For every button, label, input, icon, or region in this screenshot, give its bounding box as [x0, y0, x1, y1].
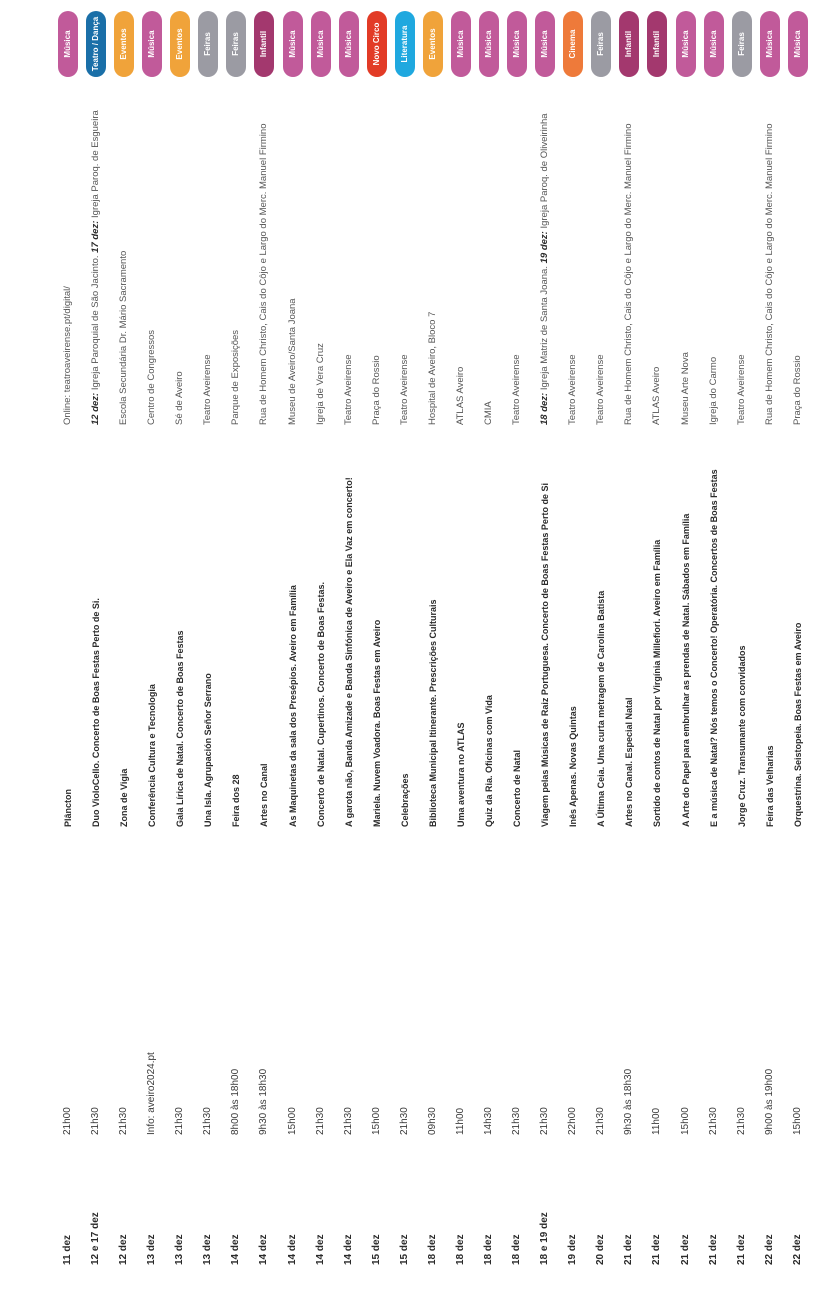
event-time: 21h30	[735, 1107, 747, 1135]
event-date: 22 dez	[791, 1234, 803, 1265]
category-badge[interactable]: Música	[311, 11, 331, 77]
category-badge[interactable]: Música	[451, 11, 471, 77]
event-venue: Teatro Aveirense	[398, 354, 410, 425]
event-time: 14h30	[483, 1107, 495, 1135]
event-date: 18 dez	[426, 1234, 438, 1265]
event-date: 21 dez	[679, 1234, 691, 1265]
category-badge[interactable]: Música	[704, 11, 724, 77]
event-time: 21h00	[62, 1107, 73, 1135]
category-badge[interactable]: Feiras	[732, 11, 752, 77]
event-venue: Rua de Homem Christo, Cais do Côjo e Largo do Merc. Manuel Firmino	[763, 123, 775, 425]
category-badge[interactable]: Música	[479, 11, 499, 77]
event-row	[475, 0, 503, 1305]
event-time: 21h30	[90, 1107, 102, 1135]
event-date: 19 dez	[567, 1234, 579, 1265]
event-venue: Igreja do Carmo	[707, 356, 719, 425]
category-badge[interactable]: Eventos	[423, 11, 443, 77]
event-row	[279, 0, 307, 1305]
event-title[interactable]: Concerto de Natal. Cupertinos. Concerto de Boas Festas.	[315, 581, 326, 827]
event-row	[82, 0, 110, 1305]
category-badge[interactable]: Música	[58, 11, 78, 77]
event-row	[447, 0, 475, 1305]
event-time: 11h00	[651, 1107, 663, 1135]
event-title[interactable]: Quiz da Ria. Oficinas com Vida	[484, 695, 495, 827]
event-time: Info: aveiro2024.pt	[146, 1052, 158, 1135]
event-row	[700, 0, 728, 1305]
event-venue: Centro de Congressos	[146, 329, 158, 425]
event-time: 9h00 às 19h00	[763, 1068, 775, 1135]
event-date: 18 dez	[483, 1234, 495, 1265]
event-date: 12 dez	[118, 1234, 130, 1265]
venue-text: Igreja Paroquial de São Jacinto.	[90, 252, 102, 393]
event-row	[307, 0, 335, 1305]
event-title[interactable]: Viagem pelas Músicas de Raiz Portuguesa. Concerto de Boas Festas Perto de Si	[540, 483, 551, 827]
event-title[interactable]: Artes no Canal	[259, 763, 270, 827]
event-title[interactable]: Jorge Cruz. Transumante com convidados	[736, 645, 747, 827]
event-title[interactable]: Sortido de contos de Natal por Virgínia Millefiori. Aveiro em Família	[652, 539, 663, 827]
event-time: 15h00	[791, 1107, 803, 1135]
category-badge[interactable]: Música	[339, 11, 359, 77]
event-venue: Praça do Rossio	[791, 355, 803, 425]
event-date: 14 dez	[286, 1234, 298, 1265]
event-row	[756, 0, 784, 1305]
category-badge[interactable]: Música	[283, 11, 303, 77]
event-venue: ATLAS Aveiro	[651, 366, 663, 425]
venue-date-prefix: 17 dez:	[90, 220, 102, 253]
event-title[interactable]: Gala Lírica de Natal. Concerto de Boas Festas	[175, 630, 186, 827]
event-title[interactable]: A Arte do Papel para embrulhar as prendas de Natal. Sábados em Família	[680, 513, 691, 827]
category-badge[interactable]: Feiras	[226, 11, 246, 77]
event-time: 21h30	[707, 1107, 719, 1135]
event-date: 21 dez	[735, 1234, 747, 1265]
category-badge[interactable]: Feiras	[198, 11, 218, 77]
event-row	[784, 0, 812, 1305]
event-title[interactable]: A Última Ceia. Uma curta metragem de Carolina Batista	[596, 590, 607, 827]
event-time: 21h30	[539, 1107, 551, 1135]
event-row	[138, 0, 166, 1305]
event-time: 22h00	[567, 1107, 579, 1135]
event-title[interactable]: Celebrações	[399, 773, 410, 827]
event-date: 18 dez	[511, 1234, 523, 1265]
event-venue: Teatro Aveirense	[567, 354, 579, 425]
event-time: 9h30 às 18h30	[258, 1068, 270, 1135]
event-row	[166, 0, 194, 1305]
event-row	[391, 0, 419, 1305]
event-date: 13 dez	[202, 1234, 214, 1265]
event-date: 14 dez	[258, 1234, 270, 1265]
event-time: 21h30	[342, 1107, 354, 1135]
category-badge[interactable]: Música	[507, 11, 527, 77]
event-row	[335, 0, 363, 1305]
event-venue: Hospital de Aveiro, Bloco 7	[426, 311, 438, 425]
event-row	[363, 0, 391, 1305]
category-badge[interactable]: Música	[760, 11, 780, 77]
event-venue: Museu Arte Nova	[679, 352, 691, 425]
event-date: 18 dez	[454, 1234, 466, 1265]
event-title[interactable]: Concerto de Natal	[512, 749, 523, 827]
venue-text: Igreja Paroq. de Esgueira	[90, 110, 102, 221]
event-time: 11h00	[454, 1107, 466, 1135]
event-title[interactable]: E a música de Natal? Nós temos o Concerto! Operatória. Concertos de Boas Festas	[708, 469, 719, 827]
event-date: 14 dez	[314, 1234, 326, 1265]
event-row	[672, 0, 700, 1305]
venue-date-prefix: 12 dez:	[90, 392, 102, 425]
event-venue: Teatro Aveirense	[342, 354, 354, 425]
event-venue: Teatro Aveirense	[735, 354, 747, 425]
event-row	[531, 0, 559, 1305]
event-time: 21h30	[314, 1107, 326, 1135]
event-date: 15 dez	[370, 1234, 382, 1265]
event-date: 11 dez	[62, 1234, 73, 1265]
event-venue: Teatro Aveirense	[595, 354, 607, 425]
event-title[interactable]: A garota não, Banda Amizade e Banda Sinfónica de Aveiro e Ela Vaz em concerto!	[343, 477, 354, 827]
event-title[interactable]: As Maquinetas da sala dos Presépios. Aveiro em Família	[287, 585, 298, 827]
category-badge[interactable]: Música	[142, 11, 162, 77]
event-venue: Online: teatroaveirense.pt/digital/	[62, 286, 73, 425]
event-title[interactable]: Artes no Canal. Especial Natal	[624, 697, 635, 827]
venue-text: Igreja Matriz de Santa Joana.	[539, 263, 551, 393]
venue-text: Igreja Paroq. de Oliveirinha	[539, 113, 551, 232]
category-badge[interactable]: Teatro / Dança	[86, 11, 106, 77]
event-title[interactable]: Una Isla. Agrupación Señor Serrano	[203, 673, 214, 827]
event-time: 15h00	[286, 1107, 298, 1135]
event-title[interactable]: Zona de Vigia	[119, 768, 130, 827]
category-badge[interactable]: Infantil	[619, 11, 639, 77]
event-date: 21 dez	[623, 1234, 635, 1265]
event-time: 8h00 às 18h00	[230, 1068, 242, 1135]
event-venue: CMIA	[483, 401, 495, 425]
event-time: 21h30	[202, 1107, 214, 1135]
event-date: 12 e 17 dez	[90, 1212, 102, 1265]
event-title[interactable]: Inês Apenas. Novas Quintas	[568, 706, 579, 827]
event-row	[194, 0, 222, 1305]
event-venue: Teatro Aveirense	[511, 354, 523, 425]
category-badge[interactable]: Música	[788, 11, 808, 77]
category-badge[interactable]: Literatura	[395, 11, 415, 77]
event-title[interactable]: Feira das Velharias	[764, 745, 775, 827]
category-badge[interactable]: Cinema	[563, 11, 583, 77]
event-title[interactable]: Conferência Cultura e Tecnologia	[147, 684, 158, 827]
event-time: 21h30	[118, 1107, 130, 1135]
event-date: 13 dez	[174, 1234, 186, 1265]
category-badge[interactable]: Música	[676, 11, 696, 77]
category-badge[interactable]: Eventos	[114, 11, 134, 77]
event-title[interactable]: Biblioteca Municipal Itinerante. Prescrições Culturais	[427, 599, 438, 827]
event-venue: Parque de Exposições	[230, 329, 242, 425]
event-venue: Museu de Aveiro/Santa Joana	[286, 298, 298, 425]
event-date: 21 dez	[651, 1234, 663, 1265]
event-time: 15h00	[370, 1107, 382, 1135]
event-row	[110, 0, 138, 1305]
event-date: 22 dez	[763, 1234, 775, 1265]
event-date: 14 dez	[342, 1234, 354, 1265]
event-time: 21h30	[595, 1107, 607, 1135]
category-badge[interactable]: Música	[535, 11, 555, 77]
event-venue: Sé de Aveiro	[174, 371, 186, 425]
event-title[interactable]: Orquestrina. Seistopeia. Boas Festas em Aveiro	[792, 622, 803, 827]
event-time: 21h30	[174, 1107, 186, 1135]
event-row	[503, 0, 531, 1305]
event-time: 21h30	[398, 1107, 410, 1135]
event-date: 20 dez	[595, 1234, 607, 1265]
event-row	[587, 0, 615, 1305]
event-row	[615, 0, 643, 1305]
event-time: 15h00	[679, 1107, 691, 1135]
event-row	[643, 0, 671, 1305]
event-row	[222, 0, 250, 1305]
event-time: 09h30	[426, 1107, 438, 1135]
event-title[interactable]: Plâncton	[63, 788, 73, 827]
category-badge[interactable]: Novo Circo	[367, 11, 387, 77]
venue-date-prefix: 19 dez:	[539, 231, 551, 264]
event-row	[559, 0, 587, 1305]
venue-date-prefix: 18 dez:	[539, 392, 551, 425]
category-badge[interactable]: Infantil	[647, 11, 667, 77]
event-row	[250, 0, 278, 1305]
event-date: 13 dez	[146, 1234, 158, 1265]
event-row	[728, 0, 756, 1305]
event-date: 18 e 19 dez	[539, 1212, 551, 1265]
event-time: 21h30	[511, 1107, 523, 1135]
event-row	[54, 0, 82, 1305]
event-date: 15 dez	[398, 1234, 410, 1265]
event-venue: Rua de Homem Christo, Cais do Côjo e Largo do Merc. Manuel Firmino	[258, 123, 270, 425]
event-title[interactable]: Duo VioloCello. Concerto de Boas Festas Perto de Si.	[91, 598, 102, 827]
event-row	[419, 0, 447, 1305]
event-date: 14 dez	[230, 1234, 242, 1265]
event-venue	[531, 80, 559, 425]
event-venue: Teatro Aveirense	[202, 354, 214, 425]
event-date: 21 dez	[707, 1234, 719, 1265]
event-title[interactable]: Feira dos 28	[231, 774, 242, 827]
event-venue: Praça do Rossio	[370, 355, 382, 425]
event-title[interactable]: Mariela. Nuvem Voadora. Boas Festas em Aveiro	[371, 619, 382, 827]
category-badge[interactable]: Eventos	[170, 11, 190, 77]
event-title[interactable]: Uma aventura no ATLAS	[455, 722, 466, 827]
event-venue: Escola Secundária Dr. Mário Sacramento	[118, 250, 130, 425]
event-venue	[82, 80, 110, 425]
event-venue: Rua de Homem Christo, Cais do Côjo e Largo do Merc. Manuel Firmino	[623, 123, 635, 425]
event-venue: Igreja de Vera Cruz	[314, 343, 326, 425]
event-time: 9h30 às 18h30	[623, 1068, 635, 1135]
category-badge[interactable]: Feiras	[591, 11, 611, 77]
event-venue: ATLAS Aveiro	[454, 366, 466, 425]
category-badge[interactable]: Infantil	[254, 11, 274, 77]
